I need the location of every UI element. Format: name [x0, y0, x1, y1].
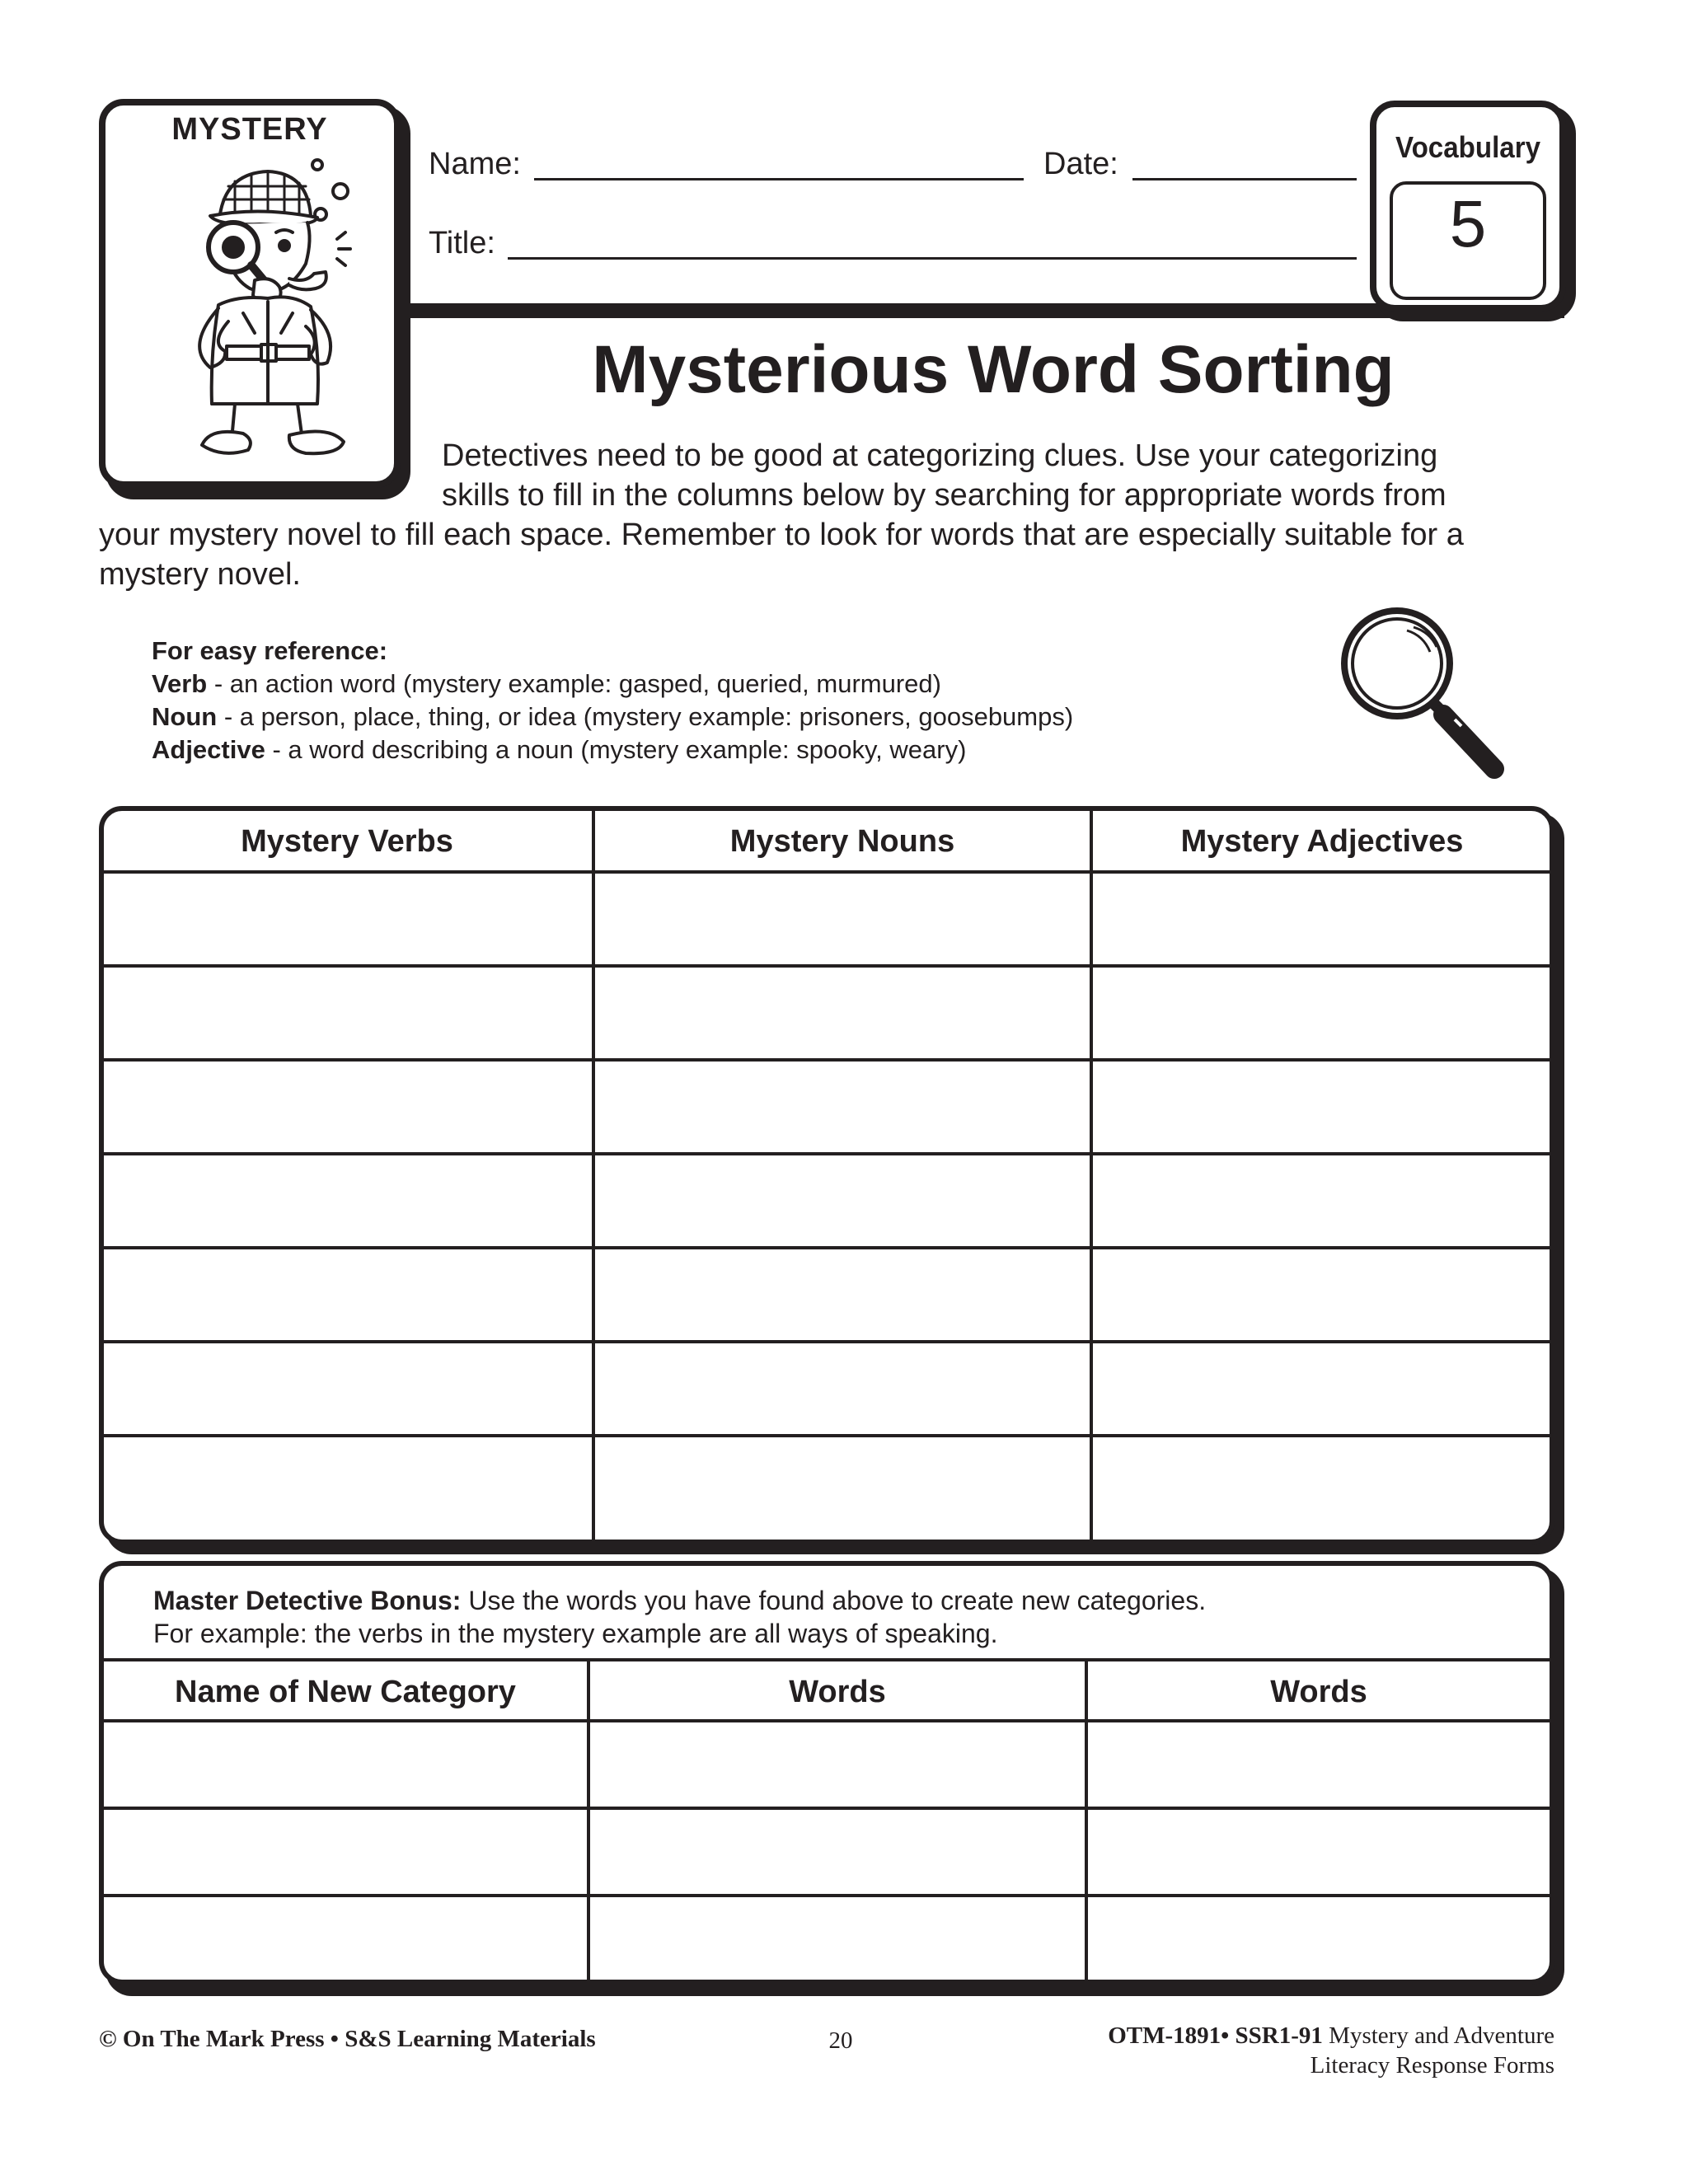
magnifying-glass-icon [1331, 606, 1521, 787]
reference-adjective [152, 735, 966, 765]
name-field[interactable] [534, 178, 1024, 180]
row-divider [104, 1807, 1550, 1810]
intro-line-4: mystery novel. [99, 557, 301, 592]
row-divider [104, 964, 1550, 968]
reference-noun [152, 702, 1073, 732]
footer-publisher: © On The Mark Press • S&S Learning Materials [99, 2026, 596, 2052]
row-divider [104, 1058, 1550, 1062]
column-header-words: Words [789, 1675, 886, 1709]
title-field[interactable] [508, 257, 1357, 260]
name-label: Name: [429, 147, 521, 181]
column-divider [1090, 811, 1093, 1540]
date-field[interactable] [1132, 178, 1357, 180]
column-divider [1085, 1660, 1088, 1980]
intro-line-1: Detectives need to be good at categorizing clues. Use your categorizing [442, 438, 1438, 473]
vocabulary-label: Vocabulary [1395, 130, 1541, 164]
title-label: Title: [429, 226, 495, 260]
footer-series-title: Mystery and Adventure [1322, 2022, 1554, 2049]
bonus-lead: Master Detective Bonus: [153, 1586, 462, 1615]
bonus-text: Use the words you have found above to create new categories. [461, 1586, 1207, 1615]
row-divider [104, 1434, 1550, 1437]
footer-series [989, 2022, 1554, 2050]
footer-series-line2: Literacy Response Forms [1310, 2052, 1554, 2079]
page-number: 20 [828, 2027, 853, 2054]
column-header-verbs: Mystery Verbs [241, 824, 453, 859]
header-divider [104, 870, 1550, 874]
reference-definition: - a word describing a noun (mystery example: spooky, weary) [265, 735, 967, 764]
row-divider [104, 1340, 1550, 1343]
reference-definition: - a person, place, thing, or idea (mystery example: prisoners, goosebumps) [217, 702, 1074, 731]
detective-illustration [152, 157, 367, 470]
bonus-header-top-rule [104, 1658, 1550, 1661]
column-divider [587, 1660, 590, 1980]
footer-code: OTM-1891• SSR1-91 [1108, 2022, 1323, 2049]
header-divider [104, 1719, 1550, 1722]
intro-line-3: your mystery novel to fill each space. Remember to look for words that are especially suitable for a [99, 518, 1464, 552]
column-header-nouns: Mystery Nouns [729, 824, 955, 859]
row-divider [104, 1152, 1550, 1155]
bonus-instructions [153, 1586, 1206, 1616]
vocabulary-number: 5 [1449, 187, 1487, 260]
reference-definition: - an action word (mystery example: gasped, queried, murmured) [207, 669, 941, 698]
reference-heading: For easy reference: [152, 636, 388, 665]
reference-term: Verb [152, 669, 208, 698]
column-header-adjectives: Mystery Adjectives [1180, 824, 1464, 859]
column-header-category: Name of New Category [175, 1675, 516, 1709]
reference-verb [152, 669, 941, 699]
date-label: Date: [1043, 147, 1118, 181]
reference-term: Noun [152, 702, 218, 731]
intro-line-2: skills to fill in the columns below by searching for appropriate words from [442, 478, 1447, 513]
row-divider [104, 1894, 1550, 1897]
column-header-words: Words [1270, 1675, 1367, 1709]
reference-term: Adjective [152, 735, 265, 764]
bonus-example: For example: the verbs in the mystery example are all ways of speaking. [153, 1619, 998, 1648]
page-title: Mysterious Word Sorting [592, 332, 1395, 407]
row-divider [104, 1246, 1550, 1249]
genre-label: MYSTERY [171, 112, 328, 147]
column-divider [592, 811, 595, 1540]
